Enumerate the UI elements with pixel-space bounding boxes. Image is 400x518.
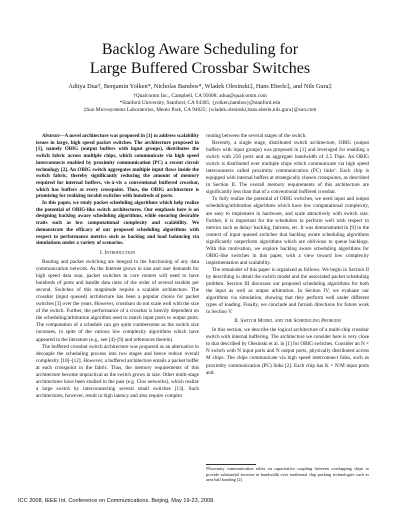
right-column bbox=[206, 133, 369, 377]
right-paragraph-5: In this section, we describe the logical architecture of a multi-chip crossbar switch with internal buffering. The architecture we consider here is very close to that described by Olesinski et al. in [1] for OBIG switches. Consider an N × N switch with N input ports and N output ports, physically distributed across M chips. The chips communicate via high speed interconnect links, such as proximity communication (PC) links [2]. Each chip has K = N/M input ports and bbox=[206, 327, 369, 376]
intro-paragraph-1: Routing and packet switching are integral to the functioning of any data communication network. As the Internet grows in size and user demands for high speed data soar, packet switches in core routers will need to have hundreds of ports and handle data rates of the order of several terabits per second. Switches of this magnitude require a scalable architecture. The crossbar (input queued) architecture has been a popular choice for packet switches [3] over the years. However, crossbars do not scale well with the size of the switch. Further, the performance of a crossbar is heavily dependent on the scheduling/arbitration algorithm used to match input ports to output ports. The computation of a schedule can get quite cumbersome as the switch size increases, in spite of the various low complexity algorithms which have appeared in the literature (e.g., see [4]–[9] and references therein). bbox=[36, 259, 199, 343]
abstract bbox=[36, 133, 199, 200]
affiliation-sun: ‡Sun Microsystems Laboratories, Menlo Park, CA 94025; {wladek.olesinski,hans.eberle,nils.gura}@sun.com bbox=[83, 107, 317, 113]
author-list: Aditya Dua†, Benjamin Yolken*, Nicholas Bambos*, Wladek Olesinski‡, Hans Eberle‡, and Nils Gura‡ bbox=[68, 83, 332, 90]
paper-title bbox=[0, 40, 400, 78]
section-heading-switch-model: II. Switch Model and the Scheduling Problem bbox=[234, 318, 341, 325]
left-column bbox=[36, 133, 199, 400]
abstract-paragraph-2: In this paper, we study packet scheduling algorithms which help realize the potential of OBIG-like switch architectures. Our emphasis here is on designing backlog aware scheduling algorithms, while ensuring desirable traits such as low computational complexity and scalability. We demonstrate the efficacy of our proposed scheduling algorithms with respect to performance metrics such as backlog and load balancing via simulations under a variety of scenarios. bbox=[36, 200, 199, 247]
footnote-rule bbox=[206, 464, 256, 465]
right-paragraph-3: To fully realize the potential of OBIG switches, we need input and output scheduling/arbitration algorithms which have low computational complexity, are easy to implement in hardware, and scale attractively with switch size. Further, it is important for the schedulers to perform well with respect to metrics such as delay/ backlog, fairness, etc. It was demonstrated in [9] in the context of input queued switches that backlog aware scheduling algorithms significantly outperform algorithms which are oblivious to queue backlogs. With this motivation, we explore backlog aware scheduling algorithms for OBIG-like switches in this paper, with a view toward low complexity implementation and scalability. bbox=[206, 196, 369, 266]
footnote: ¹Proximity communication relies on capacitative coupling between overlapping chips to provide substantial increase in bandwidth over traditional chip packing technologies such as area ball bonding [2]. bbox=[206, 466, 369, 483]
title-line-2: Large Buffered Crossbar Switches bbox=[89, 60, 311, 77]
section-heading-introduction: I. Introduction bbox=[99, 249, 136, 256]
affiliation-stanford: *Stanford University, Stanford, CA 94305; {yolken,bambos}@stanford.edu bbox=[119, 100, 281, 106]
right-paragraph-2: Recently, a single stage, distributed switch architecture, OBIG (output buffers with input groups) was proposed in [1] and leveraged for enabling a switch with 256 ports and an aggregate bandwidth of 2.5 Tbps. An OBIG switch is distributed over multiple chips which communicate via high speed interconnects called proximity communication (PC) links¹. Each chip is equipped with internal buffers at strategically chosen crosspoints, as described in Section II. The overall memory requirements of this architecture are significantly less than that of a conventional buffered crossbar. bbox=[206, 140, 369, 196]
right-paragraph-4: The remainder of this paper is organized as follows. We begin in Section II by describing in detail the switch model and the associated packet scheduling problem. Section III discusses our proposed scheduling algorithms for both the input as well as output arbitration. In Section IV, we evaluate our algorithms via simulation, showing that they perform well under different types of loading. Finally, we conclude and furnish directions for future work in Section V. bbox=[206, 266, 369, 316]
abstract-label: Abstract bbox=[42, 133, 60, 139]
title-line-1: Backlog Aware Scheduling for bbox=[101, 41, 299, 58]
intro-paragraph-2: The buffered crossbar switch architecture was proposed as an alternative to decouple the scheduling process into two stages and hence reduce overall complexity [10]–[12]. However, a buffered architecture entails a packet buffer at each crosspoint in the fabric. Thus, the memory requirements of this architecture become impractical as the switch grows in size. Other multi-stage architectures have been studied in the past (e.g. Clos networks), which realize a large switch by interconnecting several small switches [13]. Such architectures, however, result in high latency and also require complex bbox=[36, 343, 199, 399]
right-paragraph-1: routing between the several stages of the switch. bbox=[206, 133, 307, 139]
conference-footer: ICC 2008, IEEE Int. Conference on Communications. Beijing, May 19-23, 2008. bbox=[18, 498, 215, 504]
abstract-text: —A novel architecture was proposed in [1] to address scalability issues in large, high speed packet switches. The architecture proposed in [1], namely OBIG (output buffers with input groups), distributes the switch fabric across multiple chips, which communicate via high speed interconnects enabled by proximity communication (PC) a recent circuit technology [2]. An OBIG switch aggregates multiple input flows inside the switch fabric, thereby significantly reducing the amount of memory required for internal buffers, vis-à-vis a conventional buffered crossbar, which has buffers at every crosspoint. Thus, the OBIG architecture is promising for realizing terabit switches with hundreds of ports. bbox=[36, 133, 199, 200]
affiliation-qualcomm: †Qualcomm Inc., Campbell, CA 95008; adua@qualcomm.com bbox=[133, 93, 267, 99]
